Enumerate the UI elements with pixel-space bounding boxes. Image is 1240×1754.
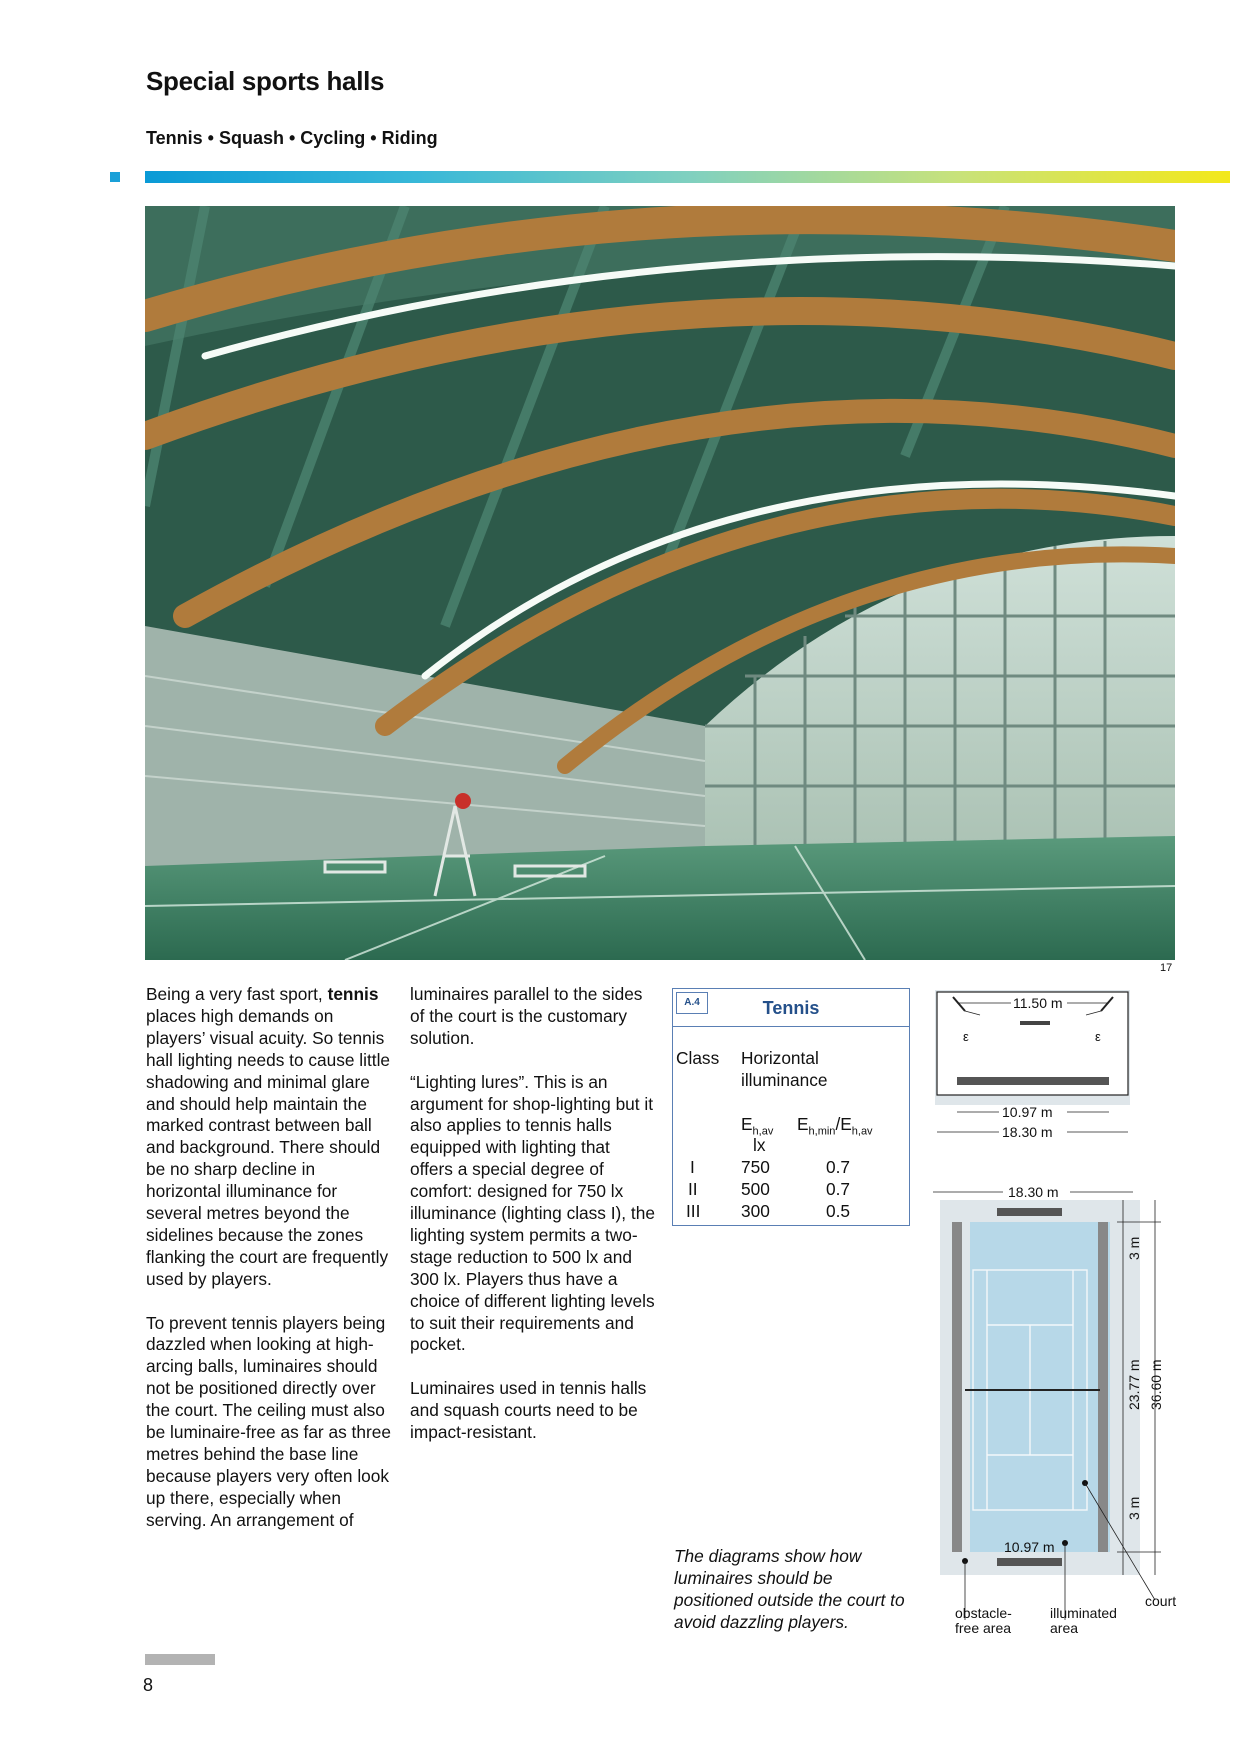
epsilon-left: ε [963, 1029, 969, 1044]
table-cell-lux: 500 [741, 1179, 770, 1199]
page-footer-bar [145, 1654, 215, 1665]
illuminance-table [672, 988, 910, 1226]
intro-text: Being a very fast sport, [146, 984, 323, 1004]
paragraph-tennis-intro [146, 984, 391, 1291]
intro-bold-keyword: tennis [327, 984, 379, 1004]
body-column-1 [146, 984, 391, 1554]
legend-obstacle-free-2: free area [955, 1620, 1012, 1636]
plan-diagram [925, 1180, 1185, 1650]
luminaire-row-left [952, 1222, 962, 1552]
plan-dim-court-length: 23.77 m [1126, 1359, 1142, 1410]
epsilon-right: ε [1095, 1029, 1101, 1044]
ehav-subscript: h,av [752, 1125, 774, 1138]
ehav-symbol: E [741, 1114, 753, 1134]
table-cell-ratio: 0.7 [826, 1157, 851, 1177]
table-title: Tennis [762, 998, 820, 1018]
table-cell-ratio: 0.5 [826, 1201, 851, 1221]
table-cell-class: III [686, 1201, 701, 1221]
dim-width-top: 11.50 m [1013, 995, 1063, 1011]
luminaire-row-right [1098, 1222, 1108, 1552]
luminaire-end-top [997, 1208, 1062, 1216]
illuminated-area [970, 1222, 1110, 1552]
page-number: 8 [143, 1675, 154, 1695]
paragraph-lighting-lures: “Lighting lures”. This is an argument for shop-lighting but it also applies to tennis halls equipped with lighting that offers a special degree of comfort: designed for 750 lx illuminance (lighting class I), the lighting system permits a two-stage reduction to 500 lx and 300 lx. Players thus have a choice of different lighting levels to suit their requirements and pocket. [410, 1071, 655, 1355]
table-header-illuminance-2: illuminance [741, 1070, 828, 1090]
plan-dim-zone-bottom: 3 m [1126, 1496, 1142, 1520]
paragraph-dazzle: To prevent tennis players being dazzled when looking at high-arcing balls, luminaires should not be positioned directly over the court. The ceiling must also be luminaire-free as far as three metres behind the base line because players very often look up there, especially when serving. An arrangement of [146, 1312, 391, 1530]
section-marker [110, 172, 120, 182]
gradient-rule [145, 171, 1230, 183]
table-divider [673, 1026, 909, 1027]
table-cell-lux: 300 [741, 1201, 770, 1221]
photo-number: 17 [1160, 962, 1173, 974]
ratio-subscript-2: h,av [851, 1125, 873, 1138]
table-header-illuminance-1: Horizontal [741, 1048, 819, 1068]
page-subtitle: Tennis • Squash • Cycling • Riding [146, 128, 438, 148]
plan-dim-zone-top: 3 m [1126, 1236, 1142, 1260]
table-header-class: Class [676, 1048, 720, 1068]
luminaire-end-bottom [997, 1558, 1062, 1566]
table-header-uniformity [797, 1114, 873, 1143]
plan-dim-hall-length: 36.60 m [1148, 1359, 1164, 1410]
legend-illuminated: illuminated [1050, 1605, 1117, 1621]
table-cell-lux: 750 [741, 1157, 770, 1177]
page-title: Special sports halls [146, 66, 385, 96]
intro-rest: places high demands on players’ visual acuity. So tennis hall lighting needs to cause little shadowing and minimal glare and should help maintain the marked contrast between ball and background. There should be no sharp decline in horizontal illuminance for several metres beyond the sidelines because the zones flanking the court are frequently used by players. [146, 1005, 391, 1289]
plan-dim-hall-width: 18.30 m [1008, 1184, 1059, 1200]
legend-court: court [1145, 1593, 1177, 1609]
ratio-symbol-1: E [797, 1114, 809, 1134]
section-diagram [925, 985, 1145, 1145]
body-column-2 [410, 984, 655, 1466]
dim-court-width: 10.97 m [1002, 1104, 1053, 1120]
paragraph-luminaires: luminaires parallel to the sides of the court is the customary solution. [410, 984, 643, 1048]
tennis-hall-photo [145, 206, 1175, 960]
table-cell-class: I [690, 1157, 695, 1177]
diagram-caption: The diagrams show how luminaires should be positioned outside the court to avoid dazzling players. [674, 1546, 905, 1632]
plan-dim-court-width: 10.97 m [1004, 1539, 1055, 1555]
table-label: A.4 [676, 992, 708, 1014]
table-cell-class: II [688, 1179, 698, 1199]
legend-illuminated-2: area [1050, 1620, 1079, 1636]
legend-obstacle-free: obstacle- [955, 1605, 1012, 1621]
dim-hall-width: 18.30 m [1002, 1124, 1053, 1140]
paragraph-impact: Luminaires used in tennis halls and squash courts need to be impact-resistant. [410, 1378, 647, 1443]
table-header-unit: lx [753, 1135, 766, 1155]
table-cell-ratio: 0.7 [826, 1179, 851, 1199]
tennis-hall-illustration [145, 206, 1175, 960]
ratio-symbol-2: /E [835, 1114, 852, 1134]
net [957, 1077, 1109, 1085]
ratio-subscript-1: h,min [808, 1125, 836, 1138]
